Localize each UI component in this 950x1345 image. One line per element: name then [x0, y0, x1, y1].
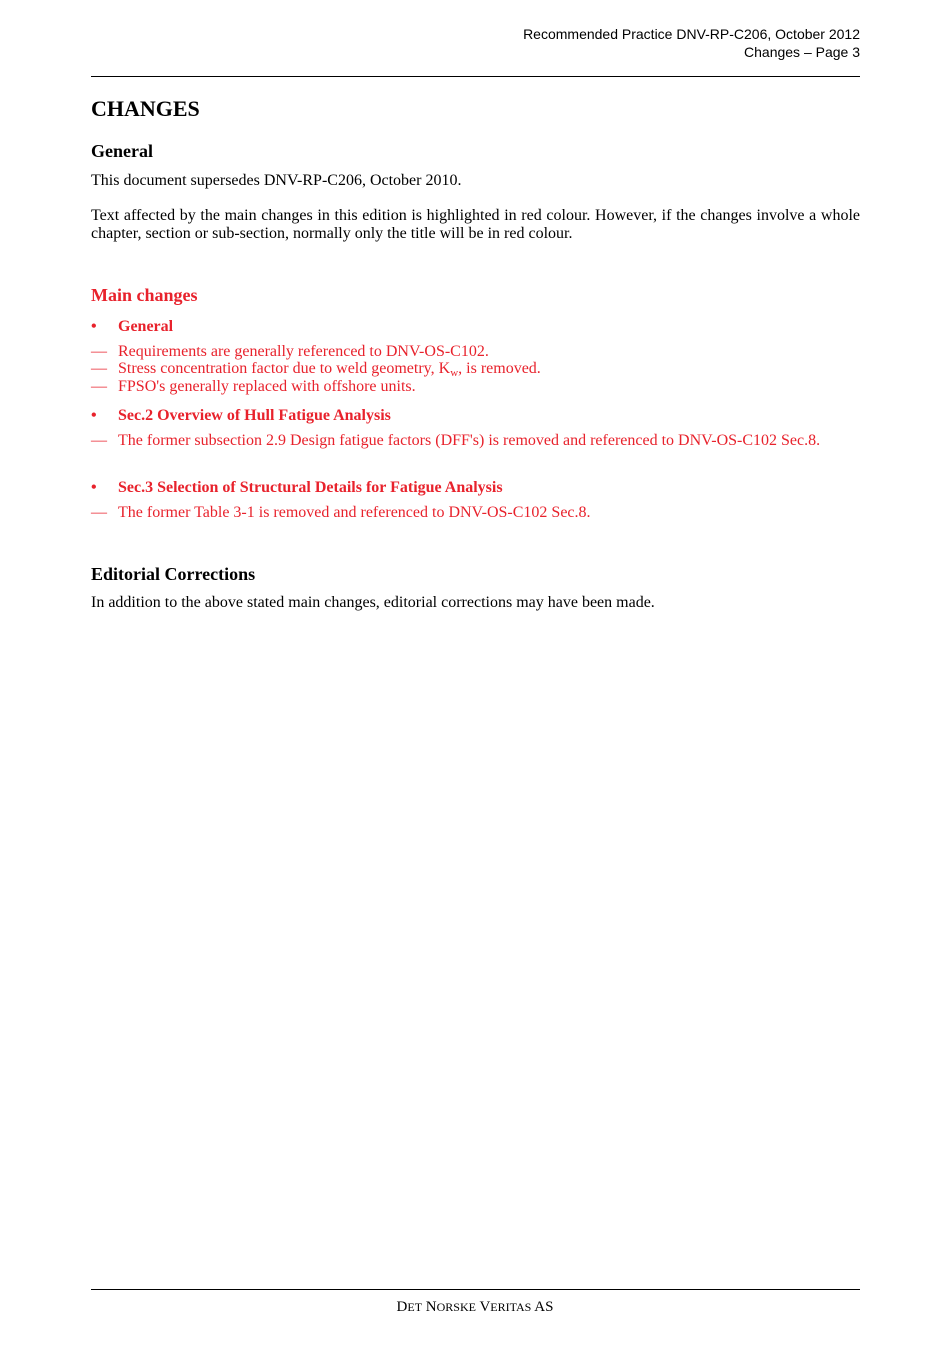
change-group-title: Sec.3 Selection of Structural Details for Fatigue Analysis: [118, 479, 503, 496]
change-group-title: Sec.2 Overview of Hull Fatigue Analysis: [118, 407, 391, 424]
editorial-heading: Editorial Corrections: [91, 564, 256, 584]
page-header: [523, 25, 860, 61]
list-item-text: Stress concentration factor due to weld geometry, $K_w$, is removed.: [118, 360, 541, 379]
list-item-text: FPSO's generally replaced with offshore units.: [118, 378, 416, 395]
general-para-supersedes: This document supersedes DNV-RP-C206, October 2010.: [91, 172, 462, 189]
page-footer: DET NORSKE VERITAS AS: [396, 1299, 554, 1315]
page-title: CHANGES: [91, 96, 200, 121]
list-item-text: The former subsection 2.9 Design fatigue factors (DFF's) is removed and referenced to DNV-OS-C102 Sec.8.: [118, 432, 821, 449]
bullet-mark: •: [91, 318, 97, 335]
bullet-mark: •: [91, 407, 97, 424]
header-rule: [91, 76, 860, 77]
dash-mark: —: [91, 378, 107, 395]
header-page-number: Changes – Page 3: [744, 44, 860, 60]
general-heading: General: [91, 141, 153, 161]
dash-mark: —: [91, 432, 107, 449]
change-group-title: General: [118, 318, 174, 335]
header-document-ref: Recommended Practice DNV-RP-C206, October 2012: [523, 26, 860, 42]
dash-mark: —: [91, 504, 107, 521]
dash-mark: —: [91, 343, 107, 360]
footer-rule: [91, 1289, 860, 1290]
list-item-text: Requirements are generally referenced to DNV-OS-C102.: [118, 343, 489, 360]
general-para-highlight: Text affected by the main changes in this edition is highlighted in red colour. However, if the changes involve a whole chapter, section or sub-section, normally only the title will be in red colour.: [91, 207, 860, 242]
dash-mark: —: [91, 360, 107, 377]
main-changes-heading: Main changes: [91, 285, 198, 305]
editorial-text: In addition to the above stated main changes, editorial corrections may have been made.: [91, 594, 655, 611]
bullet-mark: •: [91, 479, 97, 496]
list-item-text: The former Table 3-1 is removed and referenced to DNV-OS-C102 Sec.8.: [118, 504, 591, 521]
